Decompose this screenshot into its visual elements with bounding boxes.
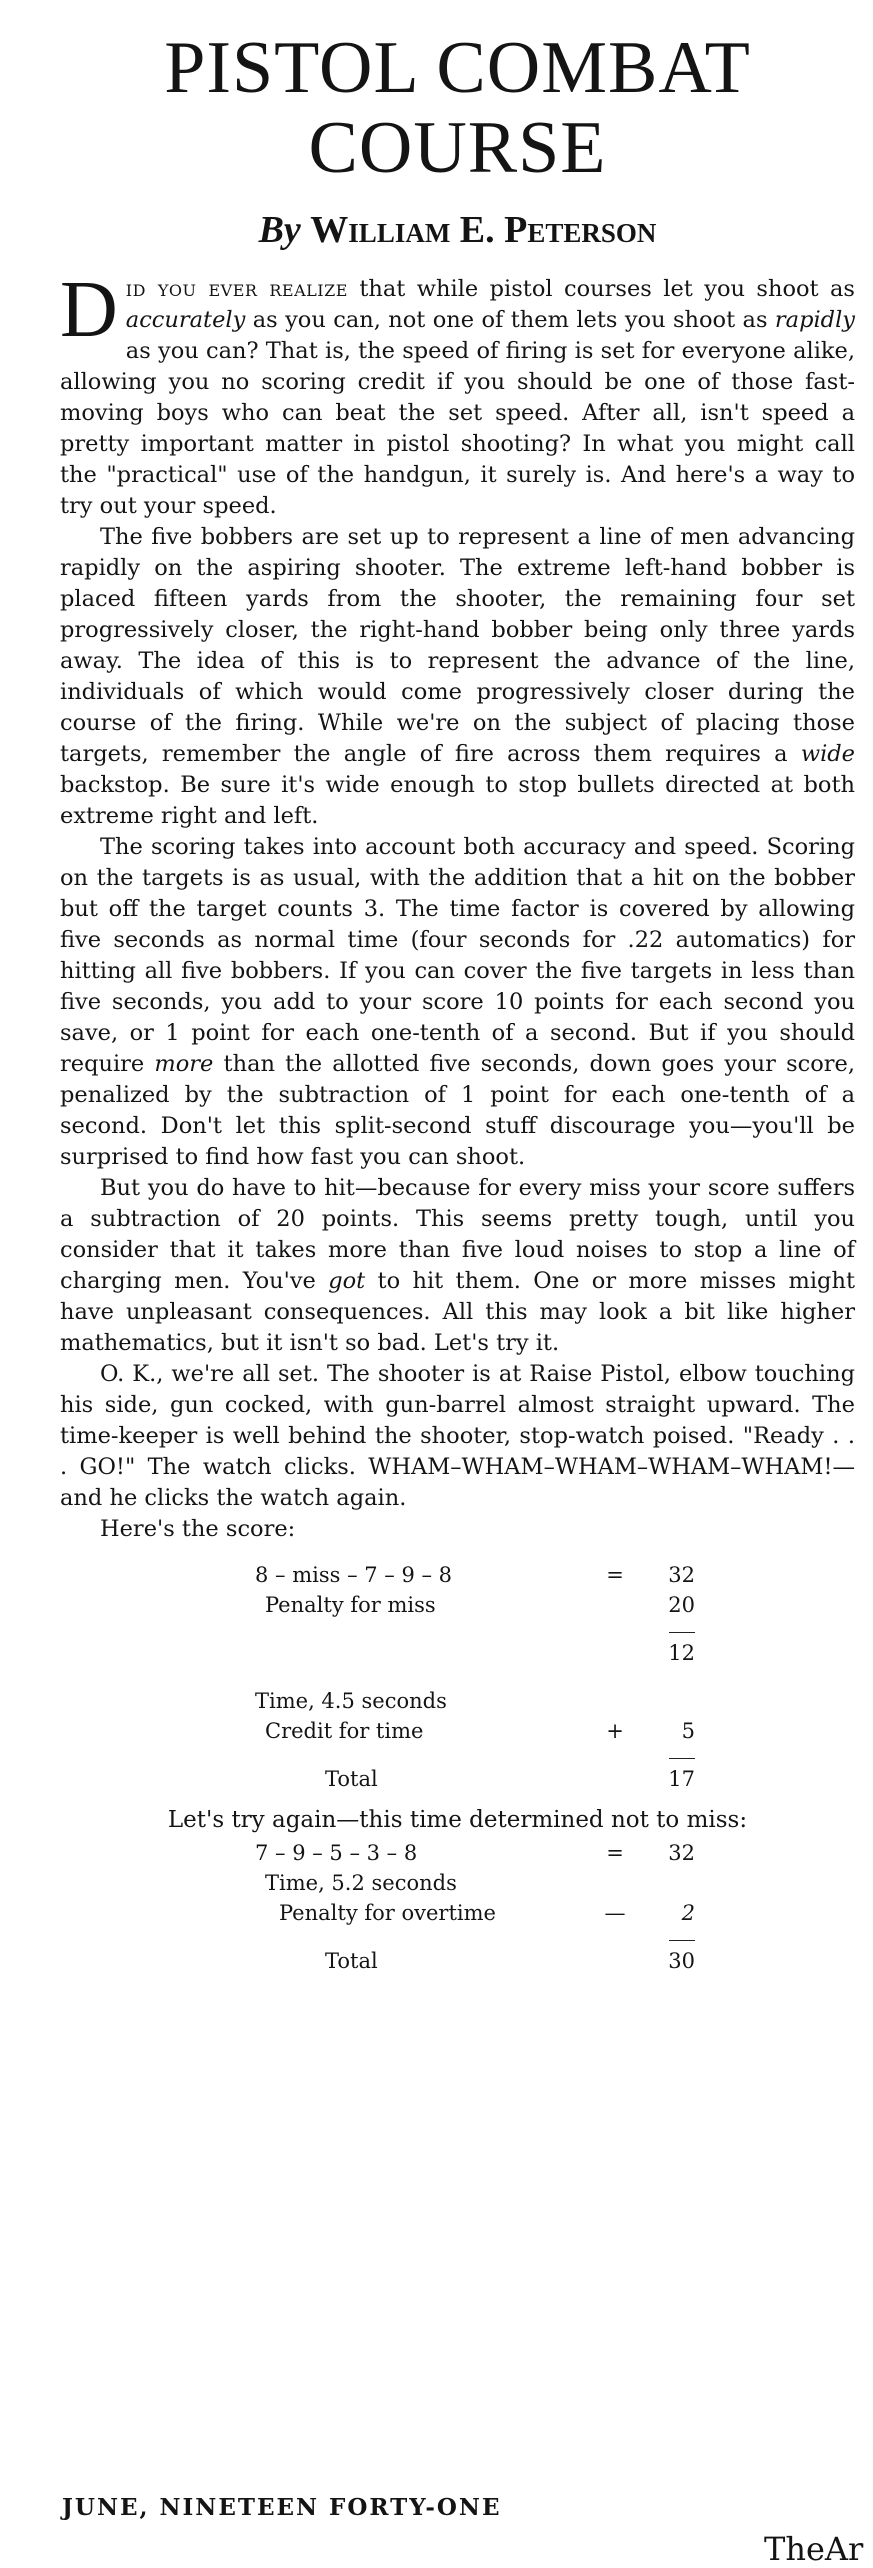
- article-page: [60, 28, 855, 1979]
- score-2-rule: [255, 1931, 735, 1949]
- emphasis-more: more: [154, 1051, 214, 1077]
- score-1-hits-row: [255, 1563, 735, 1593]
- opening-smallcaps: id you ever realize: [125, 276, 348, 302]
- publication-name-fragment: TheAr: [764, 2530, 864, 2568]
- score-1-penalty-value: 20: [668, 1593, 695, 1617]
- drop-cap: D: [60, 266, 118, 354]
- score-intro: Here's the score:: [100, 1516, 296, 1542]
- paragraph-3-text-b: than the allotted five seconds, down goes your score, penalized by the subtraction of 1 point for each one-tenth of a second. Don't let this split-second stuff discourage you—you'll be surprised to find how fast you can shoot.: [60, 1051, 855, 1170]
- paragraph-5: O. K., we're all set. The shooter is at Raise Pistol, elbow touching his side, gun cocked, with gun-barrel almost straight upward. The time-keeper is well behind the shooter, stop-watch poised. "Ready . . . GO!" The watch clicks. WHAM–WHAM–WHAM–WHAM–WHAM!—and he clicks the watch again.: [60, 1361, 855, 1511]
- issue-date-footer: JUNE, NINETEEN FORTY-ONE: [62, 2494, 502, 2521]
- score-2-hits-total: 32: [668, 1841, 695, 1865]
- score-1-penalty-label: Penalty for miss: [265, 1593, 436, 1617]
- paragraph-3-text-a: The scoring takes into account both accuracy and speed. Scoring on the targets is as usual, with the addition that a hit on the bobber but off the target counts 3. The time factor is covered by allowing five seconds as normal time (four seconds for .22 automatics) for hitting all five bobbers. If you can cover the five targets in less than five seconds, you add to your score 10 points for each second you save, or 1 point for each one-tenth of a second. But if you should require: [60, 834, 855, 1077]
- score-2-total-row: [255, 1949, 735, 1979]
- article-title: [60, 28, 855, 188]
- score-2-penalty-value: 2: [681, 1901, 695, 1925]
- score-1-subtotal: 12: [668, 1641, 695, 1665]
- score-2-total-label: Total: [325, 1949, 378, 1973]
- score-1-hits-total: 32: [668, 1563, 695, 1587]
- article-body: [60, 266, 855, 1545]
- paragraph-2-text-a: The five bobbers are set up to represent a line of men advancing rapidly on the aspiring shooter. The extreme left-hand bobber is placed fifteen yards from the shooter, the remaining four set progressively closer, the right-hand bobber being only three yards away. The idea of this is to represent the advance of the line, individuals of which would come progressively closer during the course of the firing. While we're on the subject of placing those targets, remember the angle of fire across them requires a: [60, 524, 855, 767]
- paragraph-2: [60, 522, 855, 832]
- paragraph-4-text-a: But you do have to hit—because for every miss your score suffers a subtraction of 20 points. This seems pretty tough, until you consider that it takes more than five loud noises to stop a line of charging men. You've: [60, 1175, 855, 1294]
- score-2-penalty-label: Penalty for overtime: [279, 1901, 496, 1925]
- score-2-time-row: [255, 1871, 735, 1901]
- score-1-rule-2: [255, 1749, 735, 1767]
- emphasis-wide: wide: [800, 741, 855, 767]
- paragraph-1-text-b: as you can, not one of them lets you shoot as: [245, 307, 775, 333]
- title-line-1: PISTOL COMBAT: [164, 27, 751, 109]
- score-1-plus: +: [606, 1719, 624, 1743]
- score-1-subtotal-row: [255, 1641, 735, 1671]
- score-2-total-value: 30: [668, 1949, 695, 1973]
- score-2-hits: 7 – 9 – 5 – 3 – 8: [255, 1841, 418, 1865]
- score-1-credit-value: 5: [681, 1719, 695, 1743]
- paragraph-1-text-c: as you can? That is, the speed of firing is set for everyone alike, allowing you no scoring credit if you should be one of those fast-moving boys who can beat the set speed. After all, isn't speed a pretty important matter in pistol shooting? In what you might call the "practical" use of the handgun, it surely is. And here's a way to try out your speed.: [60, 338, 855, 519]
- byline-author: William E. Peterson: [310, 209, 657, 251]
- score-2-time-label: Time, 5.2 seconds: [265, 1871, 457, 1895]
- emphasis-got: got: [328, 1268, 366, 1294]
- paragraph-1-text-a: that while pistol courses let you shoot as: [347, 276, 855, 302]
- title-line-2: COURSE: [308, 107, 607, 189]
- score-1-penalty-row: [255, 1593, 735, 1623]
- score-1-credit-label: Credit for time: [265, 1719, 424, 1743]
- emphasis-accurately: accurately: [125, 307, 246, 333]
- byline-by: By: [258, 209, 301, 251]
- score-table-2: [60, 1841, 855, 1979]
- score-1-rule-1: [255, 1623, 735, 1641]
- score-table-1: [60, 1563, 855, 1797]
- score-2-minus: —: [604, 1901, 626, 1925]
- score-1-total-row: [255, 1767, 735, 1797]
- paragraph-4: [60, 1173, 855, 1359]
- score-1-time-label: Time, 4.5 seconds: [255, 1689, 447, 1713]
- score-1-time-row: [255, 1689, 735, 1719]
- score-2-penalty-row: [255, 1901, 735, 1931]
- score-1-total-label: Total: [325, 1767, 378, 1791]
- paragraph-2-text-b: backstop. Be sure it's wide enough to stop bullets directed at both extreme right and left.: [60, 772, 855, 829]
- paragraph-1: [60, 266, 855, 522]
- score-2-hits-row: [255, 1841, 735, 1871]
- score-1-equals: =: [606, 1563, 624, 1587]
- byline: [60, 208, 855, 252]
- try-again-line: Let's try again—this time determined not to miss:: [167, 1807, 748, 1833]
- emphasis-rapidly: rapidly: [774, 307, 855, 333]
- score-1-hits: 8 – miss – 7 – 9 – 8: [255, 1563, 453, 1587]
- paragraph-3: [60, 832, 855, 1173]
- score-1-total-value: 17: [668, 1767, 695, 1791]
- score-2-equals: =: [606, 1841, 624, 1865]
- score-1-credit-row: [255, 1719, 735, 1749]
- paragraph-4-text-b: to hit them. One or more misses might have unpleasant consequences. All this may look a bit like higher mathematics, but it isn't so bad. Let's try it.: [60, 1268, 855, 1356]
